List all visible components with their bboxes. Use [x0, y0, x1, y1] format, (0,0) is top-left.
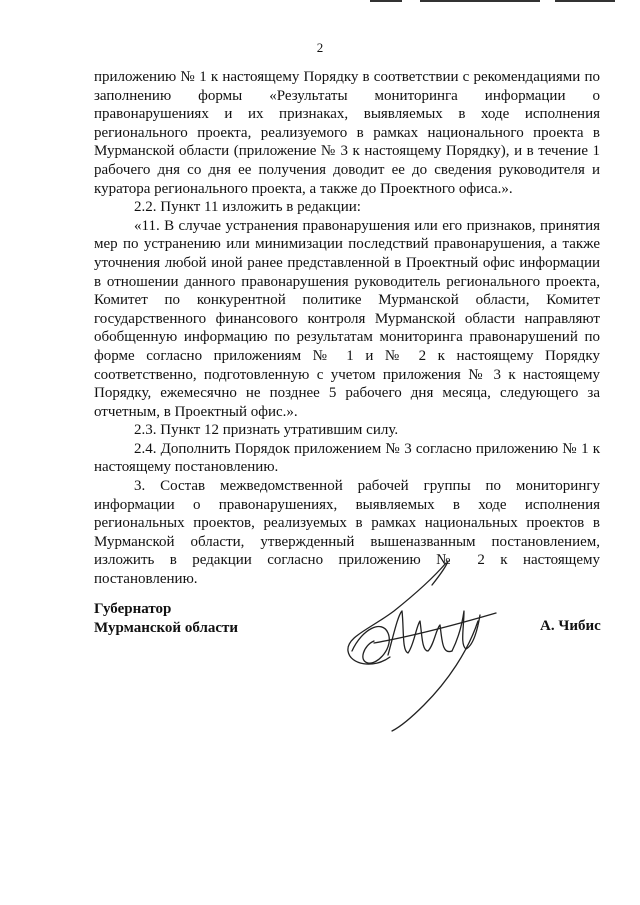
signatory-title-line-1: Губернатор [94, 601, 172, 617]
handwritten-signature [328, 555, 518, 735]
paragraph-2-2: 2.2. Пункт 11 изложить в редакции: [134, 199, 361, 216]
signatory-title [94, 600, 238, 638]
page-number: 2 [316, 40, 324, 55]
signatory-name: А. Чибис [540, 618, 601, 634]
paragraph-item-11: «11. В случае устранения правонарушения или его признаков, принятия мер по устранению или минимизации последствий правонарушения, а также уточнения любой иной ранее представленной в Проектный офис информации в отношении данного правонарушения руководитель регионального проекта, Комитет по конкурентной политике Мурманской области, Комитет государственного финансового контроля Мурманской области направляют обобщенную информацию по результатам мониторинга правонарушений по форме согласно приложениям № 1 и № 2 к настоящему Порядку соответственно, подготовленную с учетом приложения № 3 к настоящему Порядку, ежемесячно не позднее 5 рабочего дня месяца, следующего за отчетным, в Проектный офис.». [94, 217, 600, 420]
paragraph-3: 3. Состав межведомственной рабочей группы по мониторингу информации о правонарушениях, выявляемых в ходе исполнения региональных проектов, реализуемых в рамках национальных проектов в Мурманской области, утвержденный вышеназванным постановлением, изложить в редакции согласно приложению № 2 к настоящему постановлению. [94, 478, 600, 588]
document-body [94, 68, 600, 589]
top-scan-marks [370, 0, 620, 4]
paragraph-2-4: 2.4. Дополнить Порядок приложением № 3 согласно приложению № 1 к настоящему постановлению. [94, 440, 600, 476]
paragraph-continuation: приложению № 1 к настоящему Порядку в соответствии с рекомендациями по заполнению формы «Результаты мониторинга информации о правонарушениях и их признаках, выявляемых в ходе исполнения регионального проекта, реализуемого в рамках национального проекта в Мурманской области (приложение № 3 к настоящему Порядку), и в течение 1 рабочего дня со дня ее получения доводит ее до сведения руководителя и куратора регионального проекта, а также до Проектного офиса.». [94, 69, 600, 197]
signatory-title-line-2: Мурманской области [94, 620, 239, 636]
paragraph-2-3: 2.3. Пункт 12 признать утратившим силу. [134, 422, 399, 439]
